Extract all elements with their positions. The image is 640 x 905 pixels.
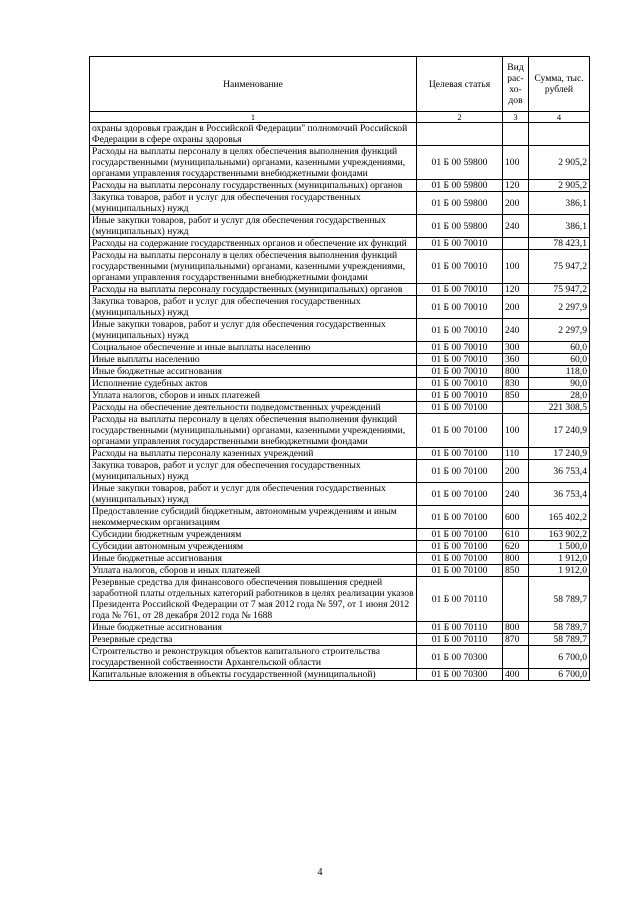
row-code-cell: 01 Б 00 70010: [417, 354, 503, 366]
row-name-cell: Социальное обеспечение и иные выплаты населению: [90, 342, 417, 354]
row-sum-cell: 58 789,7: [529, 634, 590, 646]
row-kind-cell: [503, 402, 529, 414]
row-name-cell: Субсидии бюджетным учреждениям: [90, 529, 417, 541]
header-code: Целевая статья: [417, 57, 503, 112]
row-kind-cell: [503, 123, 529, 146]
header-sum: Сумма, тыс. рублей: [529, 57, 590, 112]
row-code-cell: 01 Б 00 70010: [417, 250, 503, 284]
row-code-cell: 01 Б 00 70010: [417, 342, 503, 354]
table-row: [90, 342, 590, 354]
table-row: [90, 215, 590, 238]
row-name-cell: Расходы на обеспечение деятельности подведомственных учреждений: [90, 402, 417, 414]
row-sum-cell: 36 753,4: [529, 483, 590, 506]
row-code-cell: 01 Б 00 59800: [417, 192, 503, 215]
row-sum-cell: 58 789,7: [529, 622, 590, 634]
row-sum-cell: 75 947,2: [529, 284, 590, 296]
row-sum-cell: 221 308,5: [529, 402, 590, 414]
row-code-cell: 01 Б 00 70300: [417, 669, 503, 681]
row-sum-cell: 2 905,2: [529, 146, 590, 180]
row-code-cell: 01 Б 00 70100: [417, 402, 503, 414]
row-sum-cell: 1 912,0: [529, 565, 590, 577]
row-name-cell: Расходы на выплаты персоналу в целях обеспечения выполнения функций государственными (муниципальными) органами, казенными учреждениями, органами управления государственными внебюджетными фондами: [90, 250, 417, 284]
row-kind-cell: 600: [503, 506, 529, 529]
row-sum-cell: 2 297,9: [529, 296, 590, 319]
row-sum-cell: 36 753,4: [529, 460, 590, 483]
row-code-cell: 01 Б 00 70010: [417, 366, 503, 378]
row-kind-cell: 100: [503, 146, 529, 180]
row-sum-cell: 2 297,9: [529, 319, 590, 342]
row-sum-cell: [529, 123, 590, 146]
table-row: [90, 354, 590, 366]
row-name-cell: Капитальные вложения в объекты государственной (муниципальной): [90, 669, 417, 681]
row-sum-cell: 2 905,2: [529, 180, 590, 192]
row-name-cell: Расходы на выплаты персоналу казенных учреждений: [90, 448, 417, 460]
row-name-cell: Исполнение судебных актов: [90, 378, 417, 390]
table-row: [90, 460, 590, 483]
table-row: [90, 541, 590, 553]
table-row: [90, 238, 590, 250]
row-code-cell: 01 Б 00 59800: [417, 215, 503, 238]
row-name-cell: Резервные средства для финансового обеспечения повышения средней заработной платы отдельных категорий работников в целях реализации указов Президента Российской Федерации от 7 мая 2012 года № 597, от 1 июня 2012 года № 761, от 28 декабря 2012 года № 1688: [90, 577, 417, 622]
row-sum-cell: 17 240,9: [529, 448, 590, 460]
row-code-cell: 01 Б 00 70010: [417, 390, 503, 402]
row-kind-cell: 120: [503, 180, 529, 192]
row-name-cell: Уплата налогов, сборов и иных платежей: [90, 390, 417, 402]
table-row: [90, 284, 590, 296]
row-kind-cell: [503, 577, 529, 622]
row-sum-cell: 60,0: [529, 342, 590, 354]
row-kind-cell: 120: [503, 284, 529, 296]
table-row: [90, 180, 590, 192]
row-code-cell: 01 Б 00 70100: [417, 529, 503, 541]
row-kind-cell: 800: [503, 553, 529, 565]
row-kind-cell: 610: [503, 529, 529, 541]
column-number: 2: [417, 112, 503, 123]
table-row: [90, 646, 590, 669]
row-kind-cell: 800: [503, 366, 529, 378]
row-sum-cell: 6 700,0: [529, 646, 590, 669]
row-sum-cell: 78 423,1: [529, 238, 590, 250]
row-code-cell: 01 Б 00 70100: [417, 460, 503, 483]
row-code-cell: 01 Б 00 70100: [417, 565, 503, 577]
table-row: [90, 669, 590, 681]
row-name-cell: Расходы на выплаты персоналу в целях обеспечения выполнения функций государственными (муниципальными) органами, казенными учреждениями, органами управления государственными внебюджетными фондами: [90, 414, 417, 448]
row-sum-cell: 28,0: [529, 390, 590, 402]
row-kind-cell: 620: [503, 541, 529, 553]
row-kind-cell: 240: [503, 215, 529, 238]
column-number: 1: [90, 112, 417, 123]
row-sum-cell: 1 500,0: [529, 541, 590, 553]
row-name-cell: Закупка товаров, работ и услуг для обеспечения государственных (муниципальных) нужд: [90, 460, 417, 483]
table-row: [90, 529, 590, 541]
header-name: Наименование: [90, 57, 417, 112]
page-number: 4: [317, 867, 323, 878]
table-row: [90, 553, 590, 565]
row-sum-cell: 58 789,7: [529, 577, 590, 622]
header-row: [90, 57, 590, 112]
row-kind-cell: 200: [503, 192, 529, 215]
row-code-cell: 01 Б 00 70010: [417, 238, 503, 250]
table-body: [90, 123, 590, 681]
table-row: [90, 506, 590, 529]
row-kind-cell: [503, 646, 529, 669]
row-kind-cell: 200: [503, 296, 529, 319]
row-code-cell: 01 Б 00 70100: [417, 541, 503, 553]
row-kind-cell: 870: [503, 634, 529, 646]
row-kind-cell: 200: [503, 460, 529, 483]
row-code-cell: 01 Б 00 70300: [417, 646, 503, 669]
table-row: [90, 250, 590, 284]
row-name-cell: Субсидии автономным учреждениям: [90, 541, 417, 553]
row-kind-cell: 800: [503, 622, 529, 634]
table-row: [90, 634, 590, 646]
row-name-cell: Иные закупки товаров, работ и услуг для обеспечения государственных (муниципальных) нужд: [90, 215, 417, 238]
row-name-cell: Иные бюджетные ассигнования: [90, 553, 417, 565]
row-code-cell: 01 Б 00 70100: [417, 553, 503, 565]
row-code-cell: 01 Б 00 70100: [417, 414, 503, 448]
row-kind-cell: 850: [503, 390, 529, 402]
row-sum-cell: 118,0: [529, 366, 590, 378]
row-code-cell: 01 Б 00 70100: [417, 483, 503, 506]
row-kind-cell: 850: [503, 565, 529, 577]
row-name-cell: Расходы на содержание государственных органов и обеспечение их функций: [90, 238, 417, 250]
row-code-cell: 01 Б 00 70010: [417, 319, 503, 342]
column-number: 3: [503, 112, 529, 123]
row-name-cell: Закупка товаров, работ и услуг для обеспечения государственных (муниципальных) нужд: [90, 296, 417, 319]
row-name-cell: Иные закупки товаров, работ и услуг для обеспечения государственных (муниципальных) нужд: [90, 319, 417, 342]
row-code-cell: 01 Б 00 70010: [417, 284, 503, 296]
header-kind: Вид рас- хо- дов: [503, 57, 529, 112]
row-kind-cell: 240: [503, 483, 529, 506]
row-code-cell: 01 Б 00 59800: [417, 146, 503, 180]
table-row: [90, 123, 590, 146]
row-name-cell: Уплата налогов, сборов и иных платежей: [90, 565, 417, 577]
row-name-cell: Строительство и реконструкция объектов капитального строительства государственной собственности Архангельской области: [90, 646, 417, 669]
row-name-cell: Иные бюджетные ассигнования: [90, 366, 417, 378]
table-row: [90, 192, 590, 215]
row-sum-cell: 165 402,2: [529, 506, 590, 529]
table-row: [90, 366, 590, 378]
table-row: [90, 319, 590, 342]
table-row: [90, 414, 590, 448]
row-code-cell: 01 Б 00 70100: [417, 506, 503, 529]
row-kind-cell: 300: [503, 342, 529, 354]
row-kind-cell: 240: [503, 319, 529, 342]
row-code-cell: 01 Б 00 70110: [417, 577, 503, 622]
table-row: [90, 146, 590, 180]
budget-table: [89, 56, 590, 681]
row-name-cell: охраны здоровья граждан в Российской Федерации" полномочий Российской Федерации в сфере охраны здоровья: [90, 123, 417, 146]
row-sum-cell: 386,1: [529, 215, 590, 238]
row-kind-cell: 100: [503, 414, 529, 448]
table-row: [90, 296, 590, 319]
row-sum-cell: 17 240,9: [529, 414, 590, 448]
row-sum-cell: 1 912,0: [529, 553, 590, 565]
table-row: [90, 565, 590, 577]
row-kind-cell: 360: [503, 354, 529, 366]
row-name-cell: Закупка товаров, работ и услуг для обеспечения государственных (муниципальных) нужд: [90, 192, 417, 215]
row-code-cell: 01 Б 00 70110: [417, 634, 503, 646]
row-name-cell: Иные закупки товаров, работ и услуг для обеспечения государственных (муниципальных) нужд: [90, 483, 417, 506]
table-row: [90, 390, 590, 402]
row-sum-cell: 6 700,0: [529, 669, 590, 681]
table-row: [90, 448, 590, 460]
column-number-row: [90, 112, 590, 123]
column-number: 4: [529, 112, 590, 123]
row-code-cell: 01 Б 00 70100: [417, 448, 503, 460]
row-name-cell: Иные бюджетные ассигнования: [90, 622, 417, 634]
row-name-cell: Предоставление субсидий бюджетным, автономным учреждениям и иным некоммерческим организациям: [90, 506, 417, 529]
row-code-cell: 01 Б 00 70010: [417, 296, 503, 319]
row-sum-cell: 75 947,2: [529, 250, 590, 284]
table-row: [90, 378, 590, 390]
row-code-cell: 01 Б 00 70010: [417, 378, 503, 390]
row-sum-cell: 386,1: [529, 192, 590, 215]
row-kind-cell: 400: [503, 669, 529, 681]
row-sum-cell: 60,0: [529, 354, 590, 366]
row-name-cell: Резервные средства: [90, 634, 417, 646]
row-sum-cell: 163 902,2: [529, 529, 590, 541]
row-kind-cell: 110: [503, 448, 529, 460]
table-row: [90, 622, 590, 634]
row-code-cell: 01 Б 00 59800: [417, 180, 503, 192]
row-code-cell: 01 Б 00 70110: [417, 622, 503, 634]
row-kind-cell: [503, 238, 529, 250]
table-row: [90, 483, 590, 506]
row-name-cell: Расходы на выплаты персоналу государственных (муниципальных) органов: [90, 180, 417, 192]
row-name-cell: Расходы на выплаты персоналу в целях обеспечения выполнения функций государственными (муниципальными) органами, казенными учреждениями, органами управления государственными внебюджетными фондами: [90, 146, 417, 180]
row-kind-cell: 100: [503, 250, 529, 284]
row-name-cell: Расходы на выплаты персоналу государственных (муниципальных) органов: [90, 284, 417, 296]
row-kind-cell: 830: [503, 378, 529, 390]
row-code-cell: [417, 123, 503, 146]
row-name-cell: Иные выплаты населению: [90, 354, 417, 366]
table-row: [90, 577, 590, 622]
table-row: [90, 402, 590, 414]
row-sum-cell: 90,0: [529, 378, 590, 390]
